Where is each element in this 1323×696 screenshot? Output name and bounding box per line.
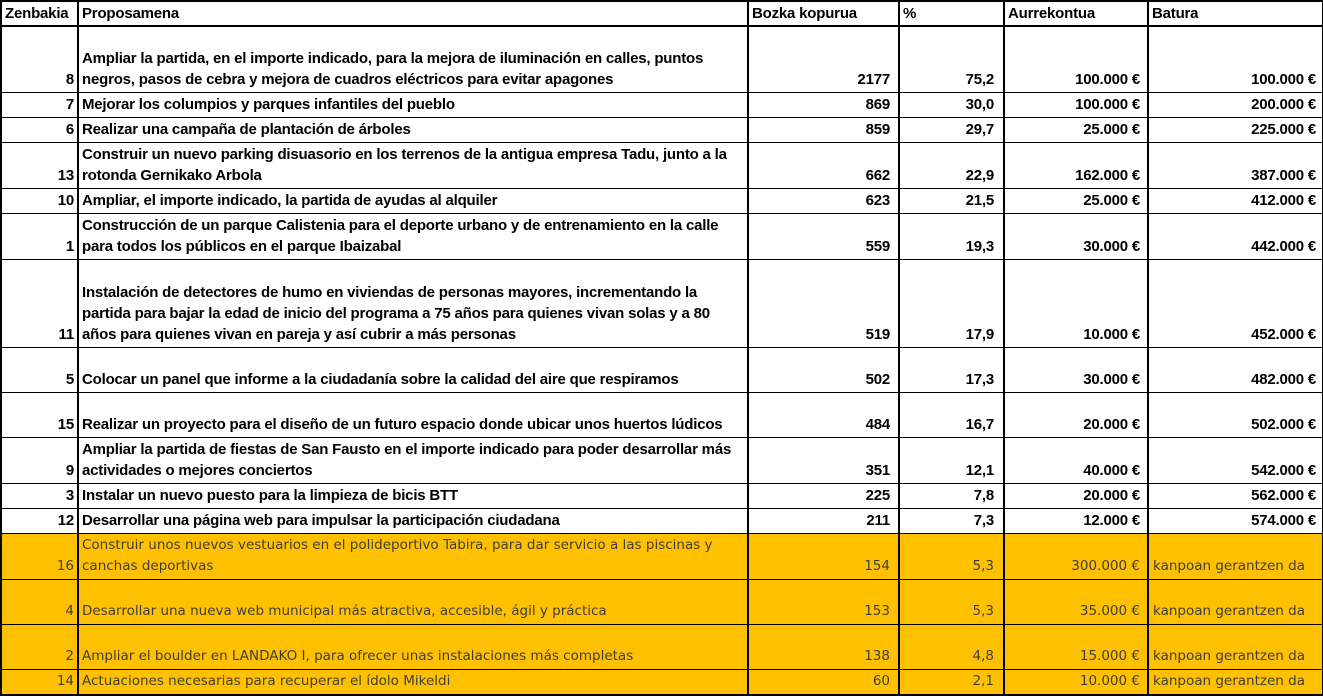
cell-batura[interactable]: 542.000 € xyxy=(1148,437,1323,483)
cell-proposamena[interactable]: Desarrollar una nueva web municipal más atractiva, accesible, ágil y práctica xyxy=(78,579,748,624)
cell-proposamena[interactable]: Mejorar los columpios y parques infantiles del pueblo xyxy=(78,92,748,117)
cell-bozka-kopurua[interactable]: 351 xyxy=(748,437,899,483)
cell-zenbakia[interactable]: 14 xyxy=(1,669,78,695)
cell-aurrekontua[interactable]: 25.000 € xyxy=(1004,117,1148,142)
table-row xyxy=(1,579,1323,624)
cell-proposamena[interactable]: Actuaciones necesarias para recuperar el ídolo Mikeldi xyxy=(78,669,748,695)
table-row xyxy=(1,347,1323,392)
cell-proposamena[interactable]: Realizar una campaña de plantación de árboles xyxy=(78,117,748,142)
cell-bozka-kopurua[interactable]: 484 xyxy=(748,392,899,437)
cell-pct[interactable]: 17,3 xyxy=(899,347,1004,392)
cell-batura[interactable]: 225.000 € xyxy=(1148,117,1323,142)
cell-pct[interactable]: 2,1 xyxy=(899,669,1004,695)
cell-batura[interactable]: 442.000 € xyxy=(1148,213,1323,259)
cell-batura[interactable]: 200.000 € xyxy=(1148,92,1323,117)
cell-zenbakia[interactable]: 1 xyxy=(1,213,78,259)
cell-proposamena[interactable]: Realizar un proyecto para el diseño de un futuro espacio donde ubicar unos huertos lúdicos xyxy=(78,392,748,437)
cell-bozka-kopurua[interactable]: 502 xyxy=(748,347,899,392)
cell-zenbakia[interactable]: 2 xyxy=(1,624,78,669)
cell-pct[interactable]: 7,3 xyxy=(899,508,1004,533)
column-header-batura[interactable]: Batura xyxy=(1148,1,1323,26)
cell-zenbakia[interactable]: 15 xyxy=(1,392,78,437)
cell-aurrekontua[interactable]: 10.000 € xyxy=(1004,669,1148,695)
cell-bozka-kopurua[interactable]: 623 xyxy=(748,188,899,213)
cell-batura[interactable]: 452.000 € xyxy=(1148,259,1323,347)
cell-proposamena[interactable]: Construcción de un parque Calistenia para el deporte urbano y de entrenamiento en la calle para todos los públicos en el parque Ibaizabal xyxy=(78,213,748,259)
table-row xyxy=(1,437,1323,483)
cell-batura[interactable]: kanpoan gerantzen da xyxy=(1148,533,1323,579)
cell-aurrekontua[interactable]: 20.000 € xyxy=(1004,392,1148,437)
cell-proposamena[interactable]: Instalación de detectores de humo en viviendas de personas mayores, incrementando la partida para bajar la edad de inicio del programa a 75 años para quienes vivan solas y a 80 años para quienes vivan en pareja y así cubrir a más personas xyxy=(78,259,748,347)
cell-pct[interactable]: 16,7 xyxy=(899,392,1004,437)
cell-bozka-kopurua[interactable]: 2177 xyxy=(748,26,899,92)
cell-batura[interactable]: 502.000 € xyxy=(1148,392,1323,437)
cell-zenbakia[interactable]: 5 xyxy=(1,347,78,392)
cell-zenbakia[interactable]: 12 xyxy=(1,508,78,533)
table-row xyxy=(1,533,1323,579)
cell-aurrekontua[interactable]: 25.000 € xyxy=(1004,188,1148,213)
cell-pct[interactable]: 4,8 xyxy=(899,624,1004,669)
cell-zenbakia[interactable]: 8 xyxy=(1,26,78,92)
cell-aurrekontua[interactable]: 12.000 € xyxy=(1004,508,1148,533)
column-header-aurrekontua[interactable]: Aurrekontua xyxy=(1004,1,1148,26)
cell-proposamena[interactable]: Colocar un panel que informe a la ciudadanía sobre la calidad del aire que respiramos xyxy=(78,347,748,392)
cell-aurrekontua[interactable]: 300.000 € xyxy=(1004,533,1148,579)
cell-pct[interactable]: 19,3 xyxy=(899,213,1004,259)
column-header-zenbakia[interactable]: Zenbakia xyxy=(1,1,78,26)
table-row xyxy=(1,669,1323,695)
cell-bozka-kopurua[interactable]: 519 xyxy=(748,259,899,347)
table-row xyxy=(1,508,1323,533)
cell-aurrekontua[interactable]: 35.000 € xyxy=(1004,579,1148,624)
cell-aurrekontua[interactable]: 100.000 € xyxy=(1004,26,1148,92)
cell-bozka-kopurua[interactable]: 60 xyxy=(748,669,899,695)
column-header-bozka-kopurua[interactable]: Bozka kopurua xyxy=(748,1,899,26)
cell-aurrekontua[interactable]: 30.000 € xyxy=(1004,213,1148,259)
cell-proposamena[interactable]: Instalar un nuevo puesto para la limpieza de bicis BTT xyxy=(78,483,748,508)
cell-pct[interactable]: 5,3 xyxy=(899,579,1004,624)
cell-bozka-kopurua[interactable]: 869 xyxy=(748,92,899,117)
cell-bozka-kopurua[interactable]: 154 xyxy=(748,533,899,579)
cell-batura[interactable]: kanpoan gerantzen da xyxy=(1148,579,1323,624)
cell-aurrekontua[interactable]: 30.000 € xyxy=(1004,347,1148,392)
cell-aurrekontua[interactable]: 10.000 € xyxy=(1004,259,1148,347)
column-header-percent[interactable]: % xyxy=(899,1,1004,26)
cell-batura[interactable]: kanpoan gerantzen da xyxy=(1148,624,1323,669)
cell-zenbakia[interactable]: 3 xyxy=(1,483,78,508)
cell-pct[interactable]: 17,9 xyxy=(899,259,1004,347)
cell-zenbakia[interactable]: 6 xyxy=(1,117,78,142)
column-header-proposamena[interactable]: Proposamena xyxy=(78,1,748,26)
cell-batura[interactable]: 482.000 € xyxy=(1148,347,1323,392)
cell-zenbakia[interactable]: 10 xyxy=(1,188,78,213)
table-row xyxy=(1,92,1323,117)
table-row xyxy=(1,213,1323,259)
table-row xyxy=(1,259,1323,347)
cell-batura[interactable]: 100.000 € xyxy=(1148,26,1323,92)
table-row xyxy=(1,188,1323,213)
header-row xyxy=(1,1,1323,26)
table-row xyxy=(1,26,1323,92)
cell-batura[interactable]: 387.000 € xyxy=(1148,142,1323,188)
cell-pct[interactable]: 21,5 xyxy=(899,188,1004,213)
cell-pct[interactable]: 5,3 xyxy=(899,533,1004,579)
cell-bozka-kopurua[interactable]: 662 xyxy=(748,142,899,188)
table-row xyxy=(1,142,1323,188)
cell-proposamena[interactable]: Ampliar la partida, en el importe indicado, para la mejora de iluminación en calles, puntos negros, pasos de cebra y mejora de cuadros eléctricos para evitar apagones xyxy=(78,26,748,92)
cell-batura[interactable]: 562.000 € xyxy=(1148,483,1323,508)
cell-proposamena[interactable]: Desarrollar una página web para impulsar la participación ciudadana xyxy=(78,508,748,533)
cell-pct[interactable]: 30,0 xyxy=(899,92,1004,117)
cell-bozka-kopurua[interactable]: 225 xyxy=(748,483,899,508)
cell-proposamena[interactable]: Construir un nuevo parking disuasorio en los terrenos de la antigua empresa Tadu, junto a la rotonda Gernikako Arbola xyxy=(78,142,748,188)
table-row xyxy=(1,392,1323,437)
table-row xyxy=(1,117,1323,142)
cell-bozka-kopurua[interactable]: 153 xyxy=(748,579,899,624)
cell-zenbakia[interactable]: 9 xyxy=(1,437,78,483)
cell-pct[interactable]: 29,7 xyxy=(899,117,1004,142)
cell-proposamena[interactable]: Construir unos nuevos vestuarios en el polideportivo Tabira, para dar servicio a las piscinas y canchas deportivas xyxy=(78,533,748,579)
cell-proposamena[interactable]: Ampliar el boulder en LANDAKO I, para ofrecer unas instalaciones más completas xyxy=(78,624,748,669)
cell-batura[interactable]: 574.000 € xyxy=(1148,508,1323,533)
cell-aurrekontua[interactable]: 162.000 € xyxy=(1004,142,1148,188)
cell-aurrekontua[interactable]: 20.000 € xyxy=(1004,483,1148,508)
cell-aurrekontua[interactable]: 100.000 € xyxy=(1004,92,1148,117)
cell-batura[interactable]: 412.000 € xyxy=(1148,188,1323,213)
cell-bozka-kopurua[interactable]: 211 xyxy=(748,508,899,533)
cell-bozka-kopurua[interactable]: 859 xyxy=(748,117,899,142)
cell-proposamena[interactable]: Ampliar, el importe indicado, la partida de ayudas al alquiler xyxy=(78,188,748,213)
table-row xyxy=(1,483,1323,508)
cell-bozka-kopurua[interactable]: 138 xyxy=(748,624,899,669)
cell-pct[interactable]: 75,2 xyxy=(899,26,1004,92)
cell-aurrekontua[interactable]: 15.000 € xyxy=(1004,624,1148,669)
cell-zenbakia[interactable]: 11 xyxy=(1,259,78,347)
cell-zenbakia[interactable]: 7 xyxy=(1,92,78,117)
cell-pct[interactable]: 7,8 xyxy=(899,483,1004,508)
table-body xyxy=(1,26,1323,695)
cell-zenbakia[interactable]: 16 xyxy=(1,533,78,579)
cell-zenbakia[interactable]: 13 xyxy=(1,142,78,188)
cell-proposamena[interactable]: Ampliar la partida de fiestas de San Fausto en el importe indicado para poder desarrollar más actividades o mejores conciertos xyxy=(78,437,748,483)
cell-batura[interactable]: kanpoan gerantzen da xyxy=(1148,669,1323,695)
cell-pct[interactable]: 22,9 xyxy=(899,142,1004,188)
cell-bozka-kopurua[interactable]: 559 xyxy=(748,213,899,259)
table-header xyxy=(1,1,1323,26)
cell-zenbakia[interactable]: 4 xyxy=(1,579,78,624)
cell-aurrekontua[interactable]: 40.000 € xyxy=(1004,437,1148,483)
table-row xyxy=(1,624,1323,669)
cell-pct[interactable]: 12,1 xyxy=(899,437,1004,483)
